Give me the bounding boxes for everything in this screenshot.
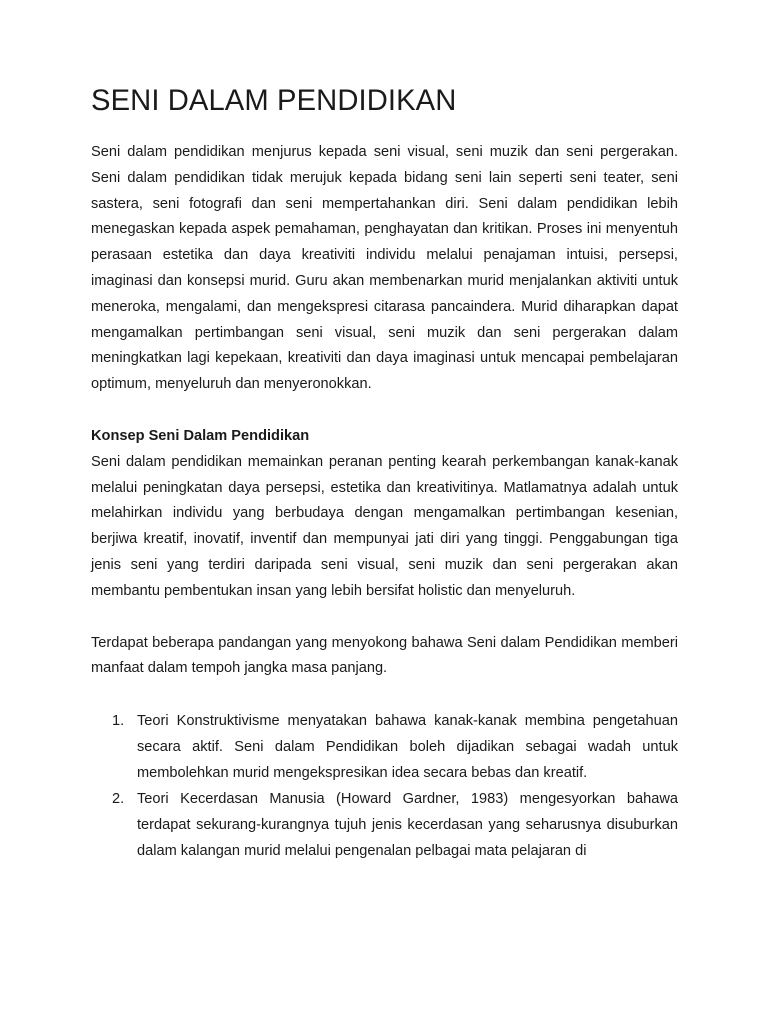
list-item-number: 1.	[112, 713, 125, 730]
spacer	[91, 682, 678, 708]
list-item-number: 2.	[112, 791, 125, 808]
document-title: SENI DALAM PENDIDIKAN	[91, 85, 457, 117]
spacer	[91, 398, 678, 424]
list-item-text: Teori Kecerdasan Manusia (Howard Gardner, 1983) mengesyorkan bahawa terdapat sekurang-kurangnya tujuh jenis kecerdasan yang seharusnya disuburkan dalam kalangan murid melalui pengenalan pelbagai mata pelajaran di	[137, 791, 678, 860]
section-paragraph: Seni dalam pendidikan memainkan peranan penting kearah perkembangan kanak-kanak melalui peningkatan daya persepsi, estetika dan kreativitinya. Matlamatnya adalah untuk melahirkan individu yang berbudaya dengan mengamalkan pertimbangan kesenian, berjiwa kreatif, inovatif, inventif dan mempunyai jati diri yang tinggi. Penggabungan tiga jenis seni yang terdiri daripada seni visual, seni muzik dan seni pergerakan akan membantu pembentukan insan yang lebih bersifat holistic dan menyeluruh.	[91, 453, 678, 599]
document-page	[91, 85, 678, 864]
spacer	[91, 114, 678, 140]
section-heading: Konsep Seni Dalam Pendidikan	[91, 427, 310, 444]
list-intro-paragraph: Terdapat beberapa pandangan yang menyokong bahawa Seni dalam Pendidikan memberi manfaat dalam tempoh jangka masa panjang.	[91, 634, 678, 677]
intro-paragraph: Seni dalam pendidikan menjurus kepada seni visual, seni muzik dan seni pergerakan. Seni dalam pendidikan tidak merujuk kepada bidang seni lain seperti seni teater, seni sastera, seni fotografi dan seni mempertahankan diri. Seni dalam pendidikan lebih menegaskan kepada aspek pemahaman, penghayatan dan kritikan. Proses ini menyentuh perasaan estetika dan daya kreativiti individu melalui penajaman intuisi, persepsi, imaginasi dan konsepsi murid. Guru akan membenarkan murid menjalankan aktiviti untuk meneroka, mengalami, dan mengekspresi citarasa pancaindera. Murid diharapkan dapat mengamalkan pertimbangan seni visual, seni muzik dan seni pergerakan dalam meningkatkan lagi kepekaan, kreativiti dan daya imaginasi untuk mencapai pembelajaran optimum, menyeluruh dan menyeronokkan.	[91, 144, 678, 393]
list-item	[91, 786, 678, 864]
spacer	[91, 605, 678, 631]
list-item	[91, 708, 678, 786]
list-item-text: Teori Konstruktivisme menyatakan bahawa kanak-kanak membina pengetahuan secara aktif. Seni dalam Pendidikan boleh dijadikan sebagai wadah untuk membolehkan murid mengekspresikan idea secara bebas dan kreatif.	[137, 713, 678, 782]
numbered-list	[91, 708, 678, 864]
